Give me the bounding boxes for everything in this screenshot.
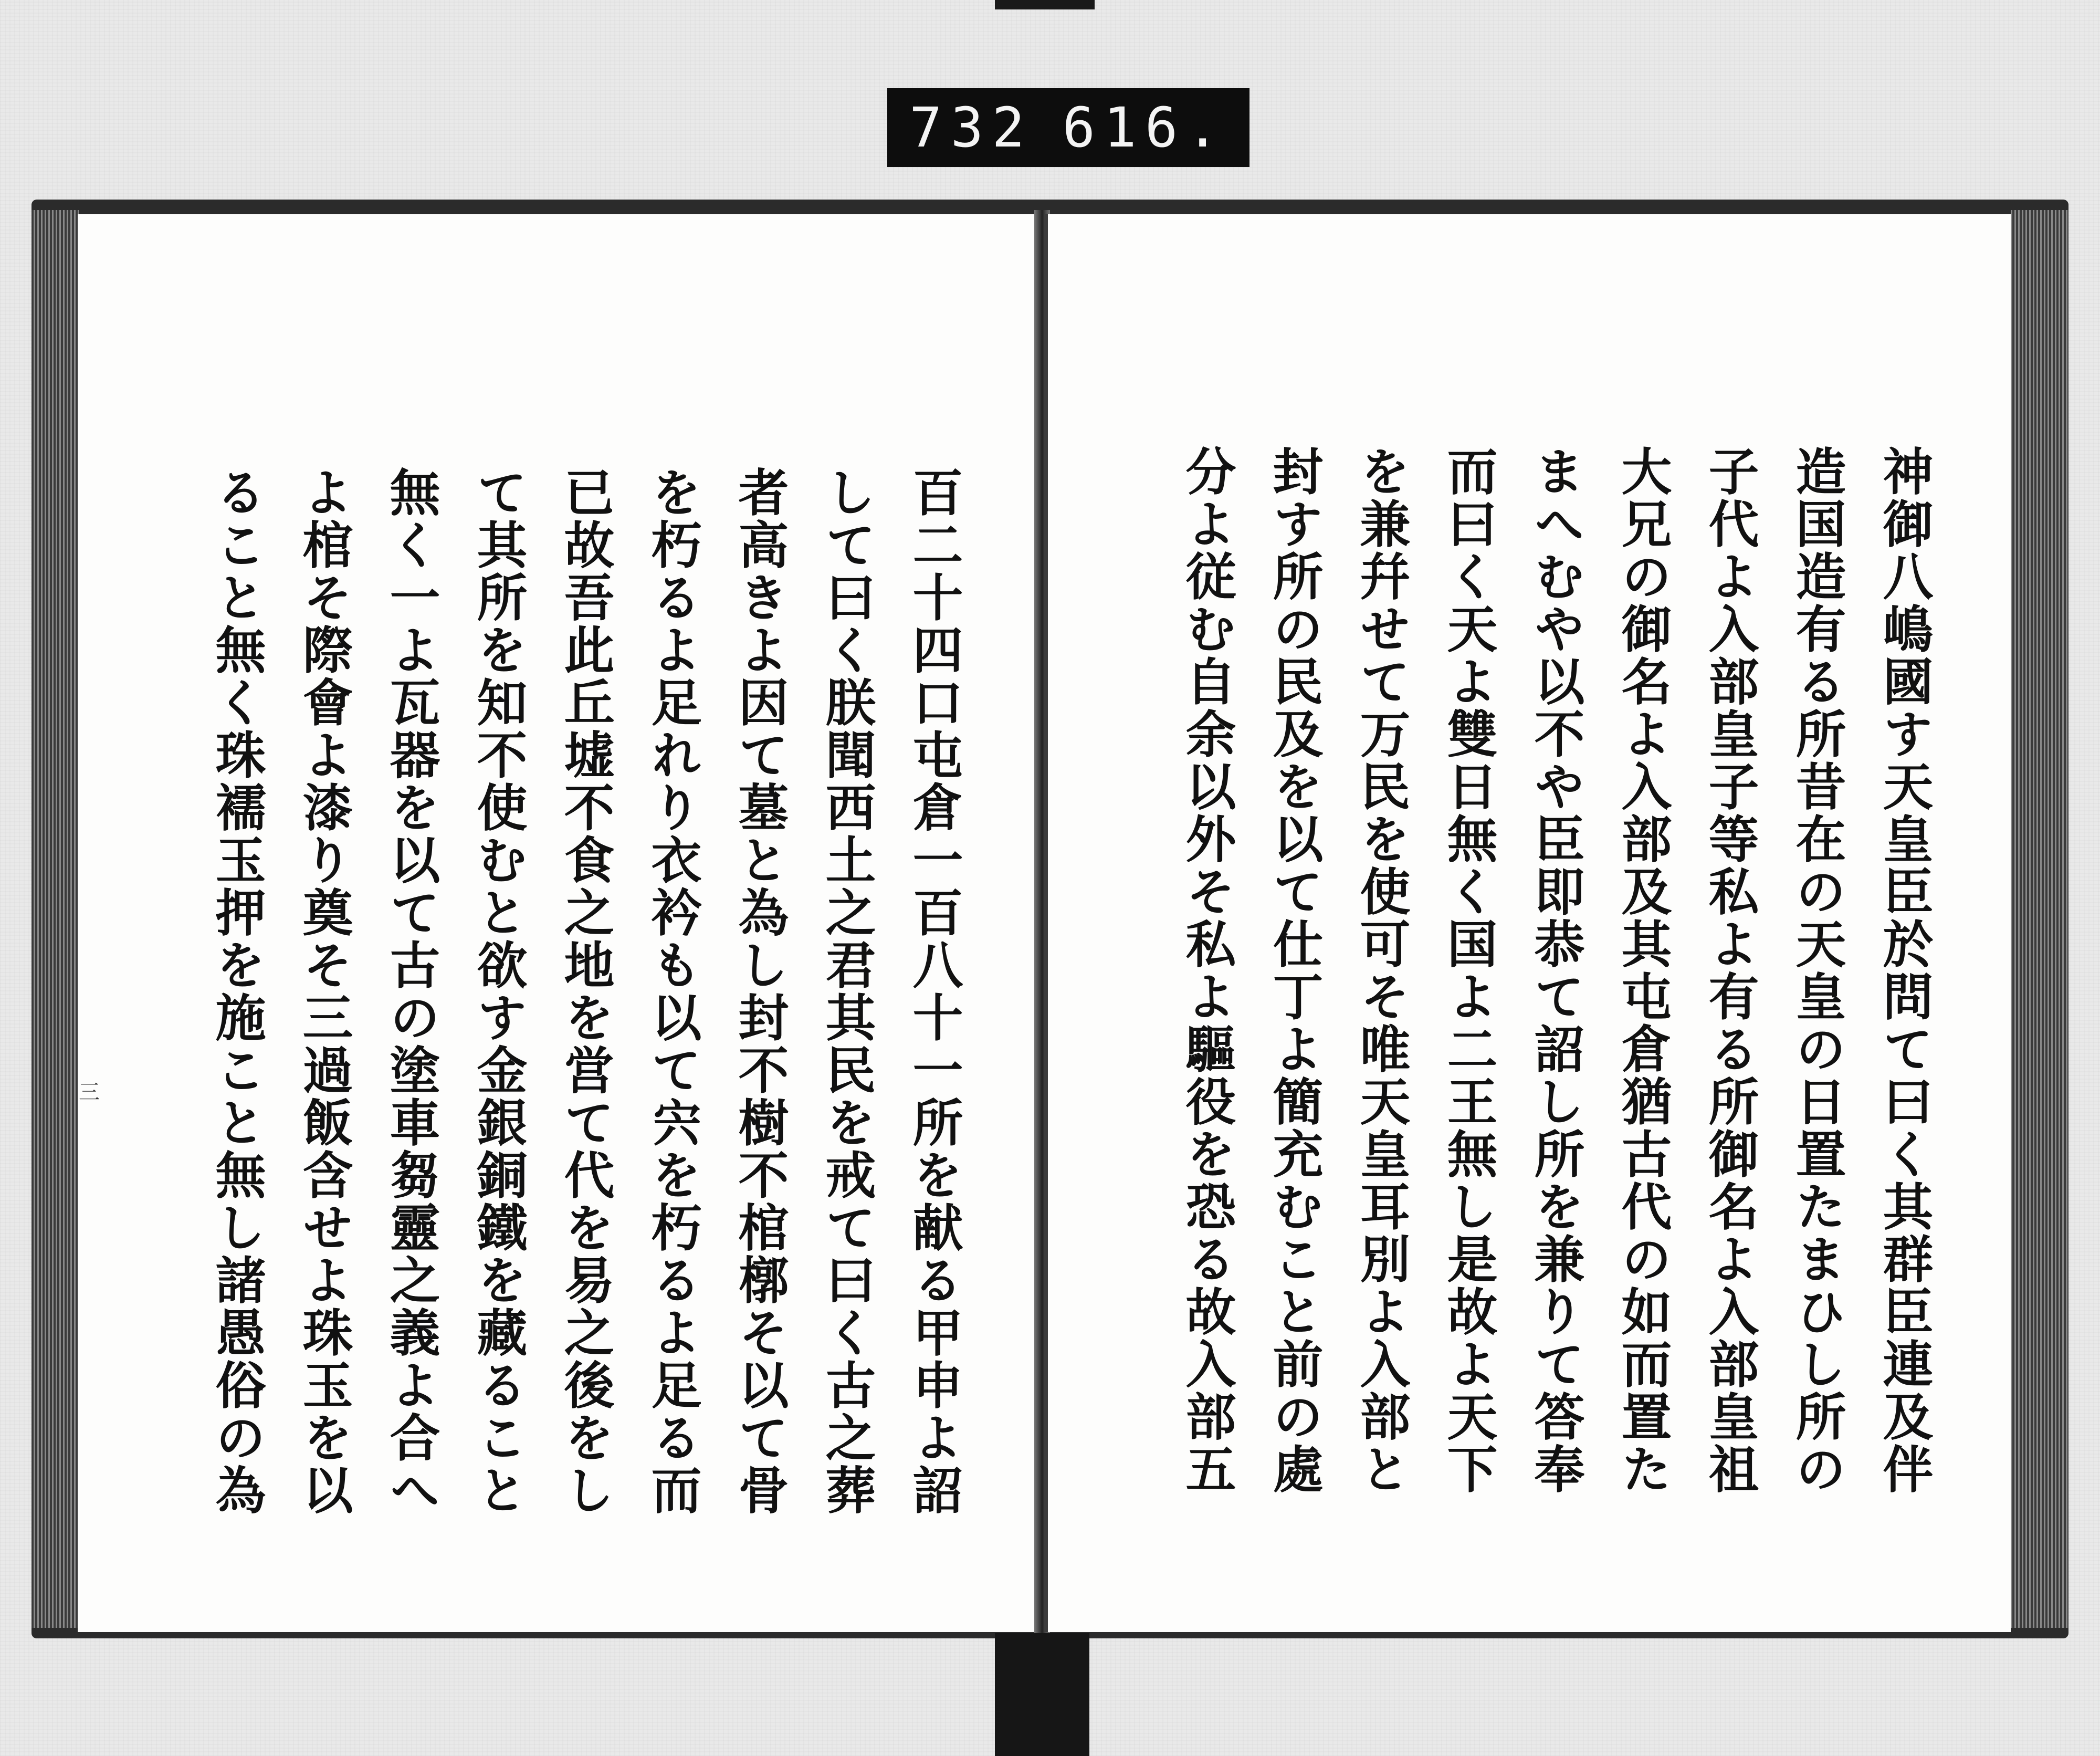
- text-line: して曰く朕聞西土之君其民を戒て曰く古之葬: [817, 466, 877, 1517]
- left-page: [78, 214, 1038, 1632]
- frame-number-label: [887, 88, 1250, 167]
- left-page-edges: [32, 210, 79, 1628]
- text-line: 百二十四口屯倉一百八十一所を献る甲申よ詔: [905, 466, 964, 1517]
- text-line: 分よ従む自余以外そ私よ驅役を恐る故入部五: [1178, 445, 1237, 1496]
- text-line: を朽るよ足れり衣衿も以て宍を朽るよ足る而: [643, 466, 702, 1517]
- text-line: を兼幷せて万民を使可そ唯天皇耳別よ入部と: [1352, 445, 1411, 1496]
- right-page-text: [1163, 445, 1948, 1496]
- bottom-binding-tab: [995, 1633, 1089, 1756]
- margin-mark: 三: [79, 1080, 100, 1104]
- right-page: [1045, 214, 2011, 1632]
- text-line: 神御八嶋國す天皇臣於問て曰く其群臣連及伴: [1875, 445, 1934, 1496]
- text-line: ること無く珠襦玉押を施こと無し諸愚俗の為: [207, 466, 267, 1517]
- right-page-edges: [2011, 210, 2068, 1628]
- text-line: 者高きよ因て墓と為し封不樹不棺槨そ以て骨: [730, 466, 790, 1517]
- text-line: 封す所の民及を以て仕丁よ簡充むこと前の處: [1265, 445, 1324, 1496]
- text-line: 大兄の御名よ入部及其屯倉猶古代の如而置た: [1613, 445, 1673, 1496]
- text-line: 造国造有る所昔在の天皇の日置たまひし所の: [1788, 445, 1847, 1496]
- text-line: て其所を知不使むと欲す金銀銅鐵を藏ること: [469, 466, 528, 1517]
- top-binding-tab: [995, 0, 1095, 9]
- text-line: 無く一よ瓦器を以て古の塗車芻靈之義よ合へ: [382, 466, 441, 1517]
- left-page-text: [193, 466, 978, 1517]
- frame-number-right: 616.: [1062, 96, 1227, 160]
- text-line: よ棺そ際會よ漆り奠そ三過飯含せよ珠玉を以: [295, 466, 354, 1517]
- text-line: まへむや以不や臣即恭て詔し所を兼りて答奉: [1526, 445, 1586, 1496]
- frame-number-left: 732: [909, 96, 1033, 160]
- text-line: 已故吾此丘墟不食之地を営て代を易之後をし: [556, 466, 615, 1517]
- text-line: 子代よ入部皇子等私よ有る所御名よ入部皇祖: [1700, 445, 1760, 1496]
- text-line: 而曰く天よ雙日無く国よ二王無し是故よ天下: [1439, 445, 1498, 1496]
